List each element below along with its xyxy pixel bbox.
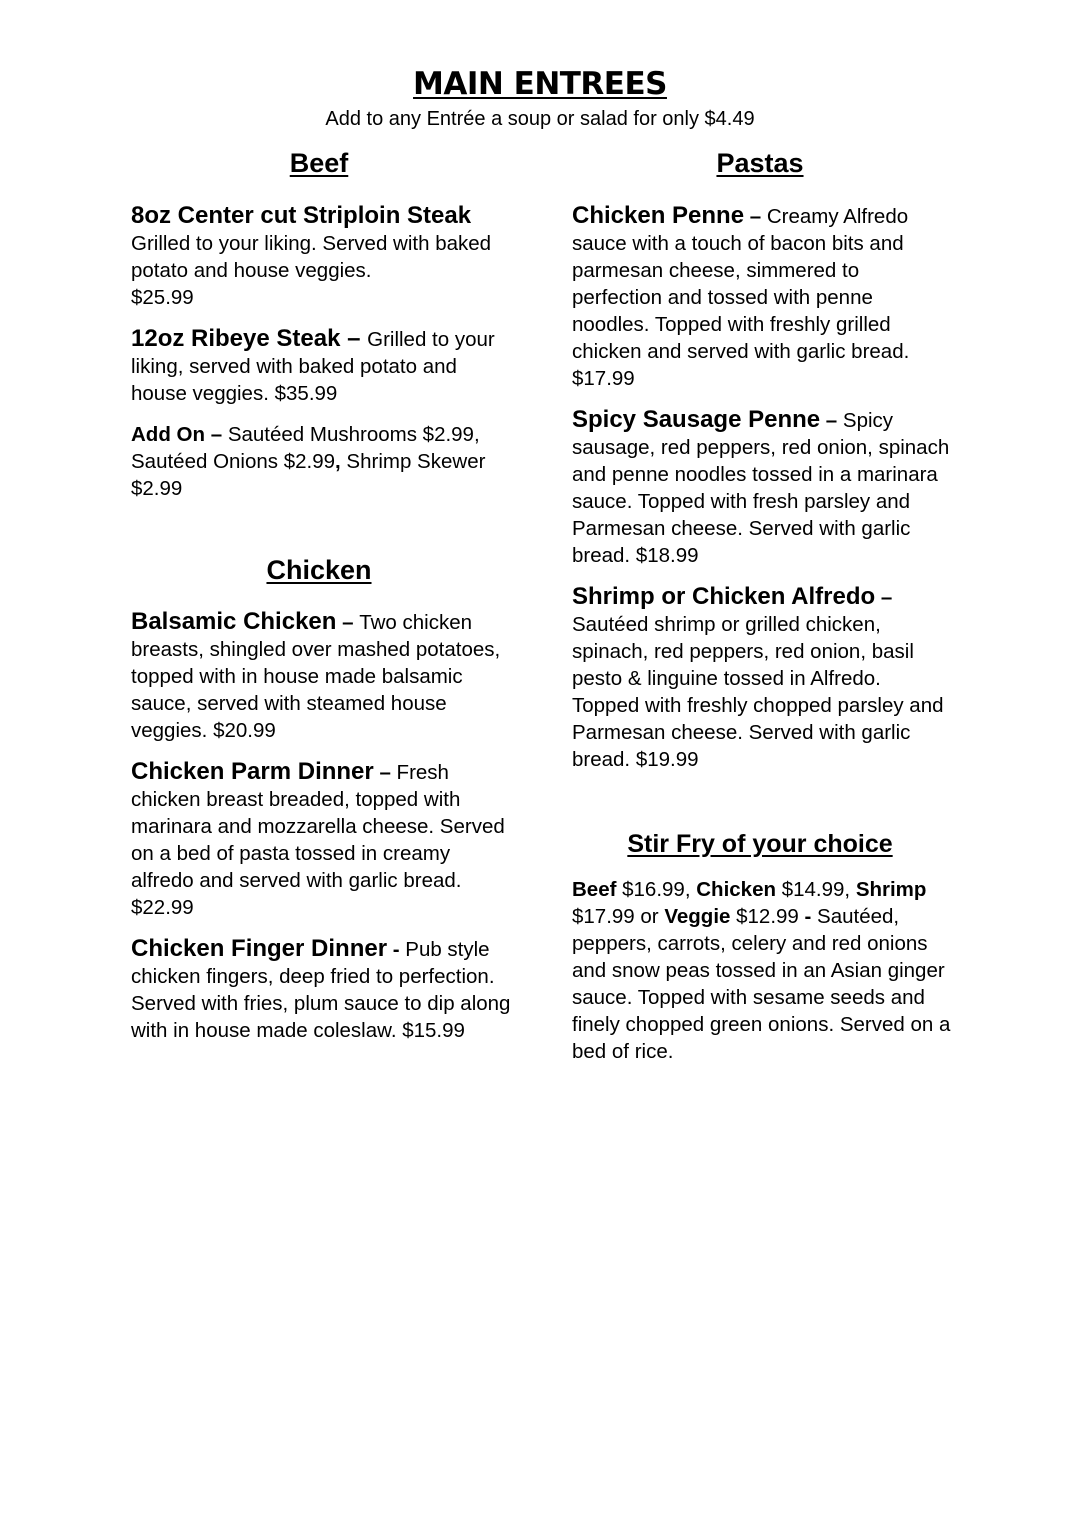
- item-separator: -: [387, 938, 406, 961]
- stirfry-dash: -: [804, 905, 812, 928]
- item-name: Chicken Parm Dinner: [131, 758, 374, 785]
- stirfry-option-name: Chicken: [696, 878, 776, 901]
- item-name: Chicken Penne: [572, 202, 745, 229]
- page-subtitle: Add to any Entrée a soup or salad for only $4.49: [325, 108, 755, 130]
- item-separator: –: [340, 325, 368, 352]
- addon-comma: ,: [335, 450, 341, 473]
- stirfry-separator: ,: [684, 878, 697, 901]
- addon-label: Add On: [131, 423, 206, 446]
- item-name: 8oz Center cut Striploin Steak: [131, 202, 472, 229]
- item-name: Chicken Finger Dinner: [131, 935, 388, 962]
- item-separator: –: [875, 586, 893, 609]
- beef-section: [131, 202, 511, 516]
- pastas-section: [572, 202, 952, 787]
- item-description: Creamy Alfredo sauce with a touch of bacon bits and parmesan cheese, simmered to perfection and tossed with penne noodles. Topped with freshly grilled chicken and served with garlic bread.: [572, 205, 910, 363]
- stirfry-option-price: $16.99: [616, 878, 685, 901]
- item-price: $22.99: [131, 896, 194, 919]
- stirfry-section: [572, 876, 952, 1079]
- item-separator: –: [744, 205, 767, 228]
- menu-item: [572, 202, 952, 392]
- addon-text: Shrimp Skewer $2.99: [131, 450, 486, 500]
- stirfry-item: [572, 876, 952, 1065]
- item-price: $17.99: [572, 367, 635, 390]
- menu-item: [572, 583, 952, 773]
- menu-item: [572, 406, 952, 569]
- addon-line: [131, 421, 511, 502]
- item-price: $20.99: [213, 719, 276, 742]
- stirfry-option-price: $17.99: [572, 905, 635, 928]
- item-price: $19.99: [635, 748, 699, 771]
- item-name: Balsamic Chicken: [131, 608, 337, 635]
- stirfry-option-name: Beef: [572, 878, 617, 901]
- item-separator: –: [336, 611, 360, 634]
- stirfry-option-price: $12.99: [730, 905, 799, 928]
- menu-item: [131, 608, 511, 744]
- item-name: Spicy Sausage Penne: [572, 406, 821, 433]
- menu-item: [131, 935, 511, 1044]
- page-title: MAIN ENTREES: [413, 66, 667, 102]
- item-description: Grilled to your liking, served with baked potato and house veggies.: [131, 328, 495, 405]
- item-description: Spicy sausage, red peppers, red onion, spinach and penne noodles tossed in a marinara sauce. Topped with fresh parsley and Parmesan cheese. Served with garlic bread.: [572, 409, 950, 567]
- item-price: $18.99: [635, 544, 699, 567]
- pastas-heading: Pastas: [716, 148, 804, 178]
- menu-item: [131, 202, 511, 311]
- item-separator: –: [820, 409, 843, 432]
- item-name: 12oz Ribeye Steak: [131, 325, 341, 352]
- menu-item: [131, 758, 511, 921]
- stirfry-option-price: $14.99: [776, 878, 845, 901]
- stirfry-separator: ,: [844, 878, 856, 901]
- item-description: Two chicken breasts, shingled over mashed potatoes, topped with in house made balsamic sauce, served with steamed house veggies.: [131, 611, 501, 742]
- stirfry-description: Sautéed, peppers, carrots, celery and red onions and snow peas tossed in an Asian ginger sauce. Topped with sesame seeds and finely chopped green onions. Served on a bed of rice.: [572, 905, 951, 1063]
- stirfry-option-name: Shrimp: [855, 878, 927, 901]
- menu-item: [131, 325, 511, 407]
- item-separator: –: [373, 761, 397, 784]
- addon-text: Sautéed Mushrooms $2.99, Sautéed Onions $2.99: [131, 423, 480, 473]
- stirfry-option-name: Veggie: [664, 905, 731, 928]
- item-price: $35.99: [274, 382, 338, 405]
- stirfry-heading: Stir Fry of your choice: [627, 830, 893, 858]
- chicken-section: [131, 608, 511, 1058]
- stirfry-separator: or: [634, 905, 665, 928]
- item-price: $15.99: [402, 1019, 465, 1042]
- chicken-heading: Chicken: [266, 555, 372, 585]
- item-name: Shrimp or Chicken Alfredo: [572, 583, 876, 610]
- addon-separator: –: [205, 423, 228, 446]
- beef-heading: Beef: [289, 148, 349, 178]
- item-price: $25.99: [131, 286, 194, 309]
- item-description: Sautéed shrimp or grilled chicken, spinach, red peppers, red onion, basil pesto & linguine tossed in Alfredo. Topped with freshly chopped parsley and Parmesan cheese. Served with garlic bread.: [572, 613, 944, 771]
- item-description: Grilled to your liking. Served with baked potato and house veggies.: [131, 232, 492, 282]
- item-description: Pub style chicken fingers, deep fried to perfection. Served with fries, plum sauce to dip along with in house made coleslaw.: [131, 938, 511, 1042]
- item-description: Fresh chicken breast breaded, topped with marinara and mozzarella cheese. Served on a bed of pasta tossed in creamy alfredo and served with garlic bread.: [131, 761, 505, 892]
